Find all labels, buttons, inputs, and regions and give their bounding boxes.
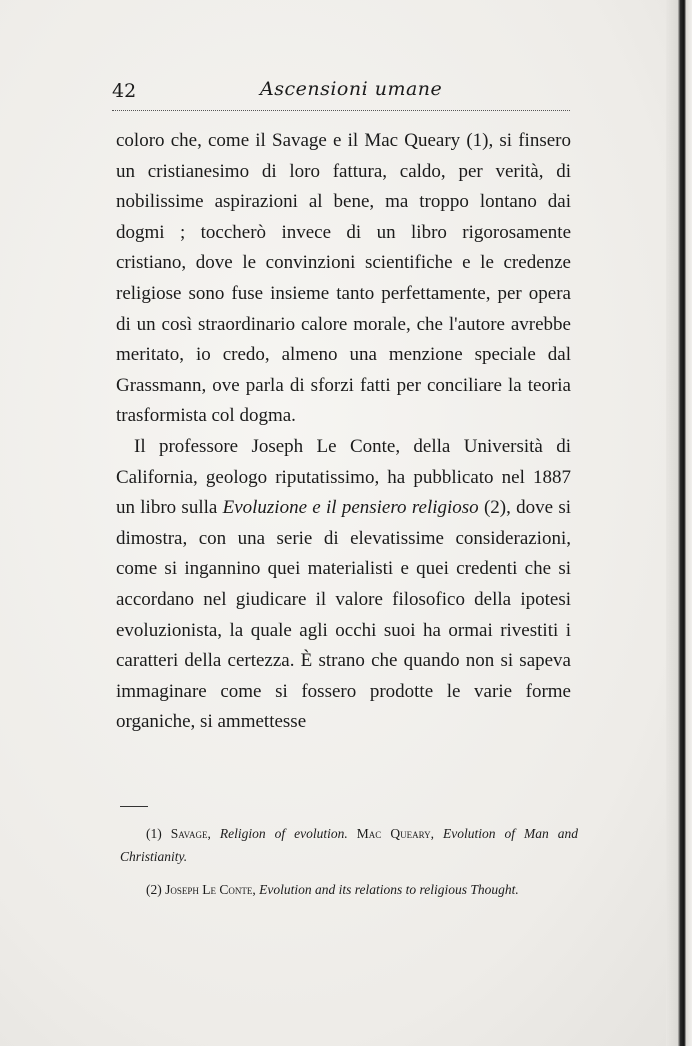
paragraph-2 <box>116 432 571 738</box>
footnote-1-author-1: Savage <box>170 826 208 841</box>
footnote-2-author: Joseph Le Conte <box>165 882 253 897</box>
footnote-2-title: Evolution and its relations to religious Thought. <box>259 882 519 897</box>
footnote-rule <box>120 806 148 807</box>
running-title: Ascensioni umane <box>260 78 443 100</box>
page-binding-edge <box>666 0 692 1046</box>
footnote-1-marker: (1) <box>146 826 162 841</box>
footnote-1-title-2: Evolution of Man and Christianity. <box>120 826 579 864</box>
page-header <box>112 78 572 108</box>
paragraph-1: coloro che, come il Savage e il Mac Queary (1), si finsero un cristianesimo di loro fattura, caldo, per verità, di nobilissime aspirazioni al bene, ma troppo lontano dai dogmi ; toccherò invece di un libro rigorosamente cristiano, dove le convinzioni scientifiche e le credenze religiose sono fuse insieme tanto perfettamente, per opera di un così straordinario calore morale, che l'autore avrebbe meritato, io credo, almeno una menzione speciale dal Grassmann, ove parla di sforzi fatti per conciliare la teoria trasformista col dogma. <box>116 130 571 427</box>
footnotes <box>120 822 578 911</box>
header-dotted-rule <box>112 110 570 111</box>
footnote-1-author-2: Mac Queary <box>356 826 431 841</box>
footnote-1: (1) Savage, Religion of evolution. Mac Queary, Evolution of Man and Christianity. <box>120 826 579 864</box>
page-number: 42 <box>112 80 137 102</box>
footnote-2-marker: (2) <box>146 882 162 897</box>
book-title: Evoluzione e il pensiero religioso <box>222 497 479 519</box>
footnote-1-title-1: Religion of evolution. <box>219 826 348 841</box>
body-text <box>116 126 571 738</box>
paragraph-2-text-after: (2), dove si dimostra, con una serie di elevatissime considerazioni, come si ingannino quei materialisti e quei credenti che si accordano nel giudicare il valore filosofico della ipotesi evoluzionista, la quale agli occhi suoi ha ormai rivestiti i caratteri della certezza. È strano che quando non si sapeva immaginare come si fossero prodotte le varie forme organiche, si ammettesse <box>116 497 571 733</box>
footnote-2: (2) Joseph Le Conte, Evolution and its relations to religious Thought. <box>146 882 519 897</box>
paragraph-2-text-before: Il professore Joseph Le Conte, della Università di California, geologo riputatissimo, ha pubblicato nel 1887 un libro sulla <box>116 435 571 519</box>
